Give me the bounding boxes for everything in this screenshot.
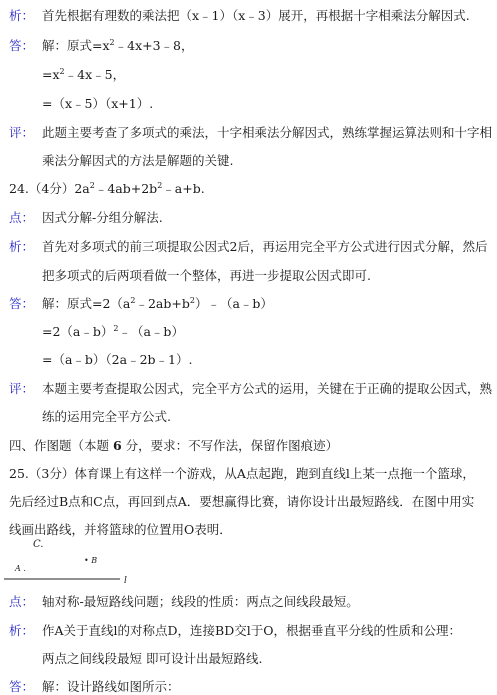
q25-title-line1: 25.（3分）体育课上有这样一个游戏，从A点起跑，跑到直线l上某一点拖一个篮球， (9, 466, 475, 481)
answer-label: 答： (9, 38, 35, 53)
q23-comment-line2: 乘法分解因式的方法是解题的关键. (42, 153, 234, 168)
q25-title-line3: 线画出路线，并将篮球的位置用O表明． (9, 522, 232, 537)
q23-analysis: 首先根据有理数的乘法把（x﹣1）（x﹣3）展开，再根据十字相乘法分解因式. (42, 8, 470, 23)
answer-label: 答： (9, 296, 35, 311)
q25-point: 轴对称-最短路线问题；线段的性质：两点之间线段最短。 (42, 594, 359, 609)
q24-analysis-line2: 把多项式的后两项看做一个整体，再进一步提取公因式即可. (42, 268, 371, 283)
q25-answer: 解：设计路线如图所示： (42, 679, 180, 694)
q25-analysis-line2: 两点之间线段最短 即可设计出最短路线. (42, 651, 263, 666)
q24-comment-line2: 练的运用完全平方公式. (42, 409, 171, 424)
line-l-label: l (124, 576, 127, 586)
comment-label: 评： (9, 381, 35, 396)
analysis-label: 析： (9, 8, 35, 23)
q23-comment-line1: 此题主要考查了多项式的乘法，十字相乘法分解因式，熟练掌握运算法则和十字相 (42, 125, 493, 140)
q24-answer-line2: =2（a﹣b）$^2$﹣（a﹣b） (42, 324, 184, 339)
q23-answer-line1: 解：原式$=x^2﹣4x+3﹣8$， (42, 38, 194, 53)
analysis-label: 析： (9, 239, 35, 254)
point-c-label: C. (33, 539, 44, 550)
analysis-label: 析： (9, 623, 35, 638)
q24-title: 24.（4分）$2a^2﹣4ab+2b^2﹣a+b$. (9, 181, 205, 196)
q24-answer-line3: =（a﹣b）（2a﹣2b﹣1）. (42, 352, 193, 367)
q25-analysis-line1: 作A关于直线l的对称点D，连接BD交l于O，根据垂直平分线的性质和公理： (42, 623, 462, 638)
q24-analysis-line1: 首先对多项式的前三项提取公因式2后，再运用完全平方公式进行因式分解，然后 (42, 239, 488, 254)
q24-comment-line1: 本题主要考查提取公因式，完全平方公式的运用，关键在于正确的提取公因式，熟 (42, 381, 493, 396)
q24-point: 因式分解-分组分解法. (42, 210, 163, 225)
comment-label: 评： (9, 125, 35, 140)
answer-label: 答： (9, 679, 35, 694)
point-label: 点： (9, 210, 35, 225)
q25-figure (0, 535, 200, 587)
q24-answer-line1: 解：原式$=2(a^2﹣2ab+b^2)﹣(a﹣b)$ (42, 296, 273, 311)
q23-answer-line2: $=x^2﹣4x﹣5$， (42, 67, 126, 82)
section4-heading: 四、作图题（本题 6 分，要求：不写作法，保留作图痕迹） (9, 438, 339, 453)
q23-answer-line3: =（x﹣5）（x+1）. (42, 96, 154, 111)
point-b-label: • B (84, 556, 98, 565)
point-label: 点： (9, 594, 35, 609)
point-a-label: A . (15, 564, 26, 573)
q25-title-line2: 先后经过B点和C点，再回到点A．要想赢得比赛，请你设计出最短路线．在图中用实 (9, 494, 475, 509)
